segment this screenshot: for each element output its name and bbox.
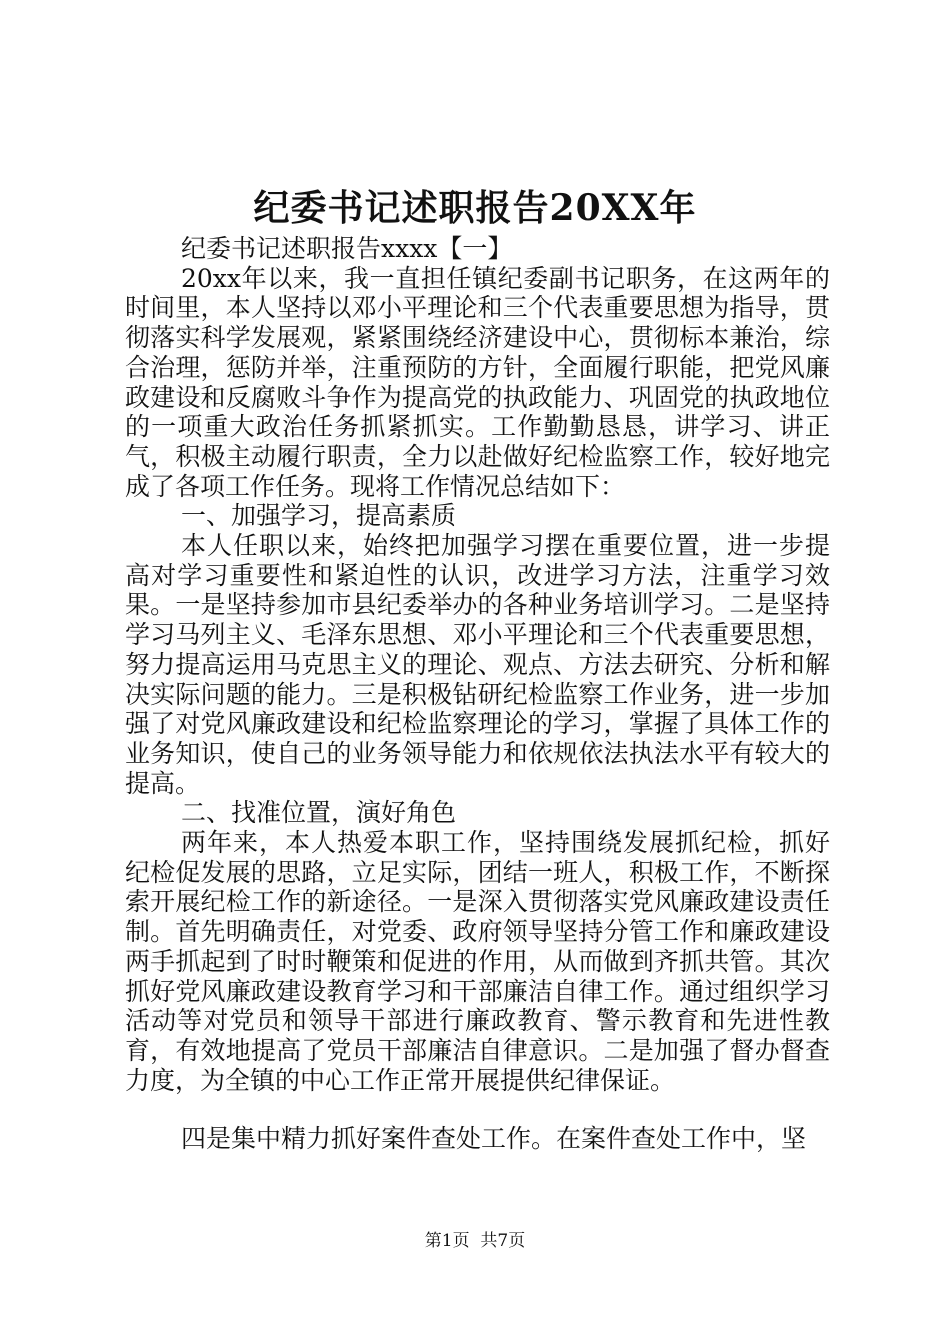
paragraph-section-4-start: 四是集中精力抓好案件查处工作。在案件查处工作中，坚: [181, 1124, 807, 1154]
paragraph-section-1: 本人任职以来，始终把加强学习摆在重要位置，进一步提高对学习重要性和紧迫性的认识，改进学习方法，注重学习效果。一是坚持参加市县纪委举办的各种业务培训学习。二是坚持学习马列主义、毛泽东思想、邓小平理论和三个代表重要思想，努力提高运用马克思主义的理论、观点、方法去研究、分析和解决实际问题的能力。三是积极钻研纪检监察工作业务，进一步加强了对党风廉政建设和纪检监察理论的学习，掌握了具体工作的业务知识，使自己的业务领导能力和依规依法执法水平有较大的提高。: [125, 531, 830, 798]
document-title: 纪委书记述职报告20XX年: [253, 187, 697, 229]
paragraph-section-2: 两年来，本人热爱本职工作，坚持围绕发展抓纪检，抓好纪检促发展的思路，立足实际，团结一班人，积极工作，不断探索开展纪检工作的新途径。一是深入贯彻落实党风廉政建设责任制。首先明确责任，对党委、政府领导坚持分管工作和廉政建设两手抓起到了时时鞭策和促进的作用，从而做到齐抓共管。其次抓好党风廉政建设教育学习和干部廉洁自律工作。通过组织学习活动等对党员和领导干部进行廉政教育、警示教育和先进性教育，有效地提高了党员干部廉洁自律意识。二是加强了督办督查力度，为全镇的中心工作正常开展提供纪律保证。: [125, 828, 830, 1095]
paragraph-intro: 20xx年以来，我一直担任镇纪委副书记职务，在这两年的时间里，本人坚持以邓小平理论和三个代表重要思想为指导，贯彻落实科学发展观，紧紧围绕经济建设中心，贯彻标本兼治，综合治理，惩防并举，注重预防的方针，全面履行职能，把党风廉政建设和反腐败斗争作为提高党的执政能力、巩固党的执政地位的一项重大政治任务抓紧抓实。工作勤勤恳恳，讲学习、讲正气，积极主动履行职责，全力以赴做好纪检监察工作，较好地完成了各项工作任务。现将工作情况总结如下：: [125, 263, 830, 501]
section-heading-2: 二、找准位置，演好角色: [181, 798, 457, 828]
paragraph-subtitle: 纪委书记述职报告xxxx【一】: [181, 234, 513, 263]
document-body: [125, 234, 830, 1154]
page-number-footer: 第1页 共7页: [424, 1231, 526, 1251]
section-heading-1: 一、加强学习，提高素质: [181, 501, 457, 531]
